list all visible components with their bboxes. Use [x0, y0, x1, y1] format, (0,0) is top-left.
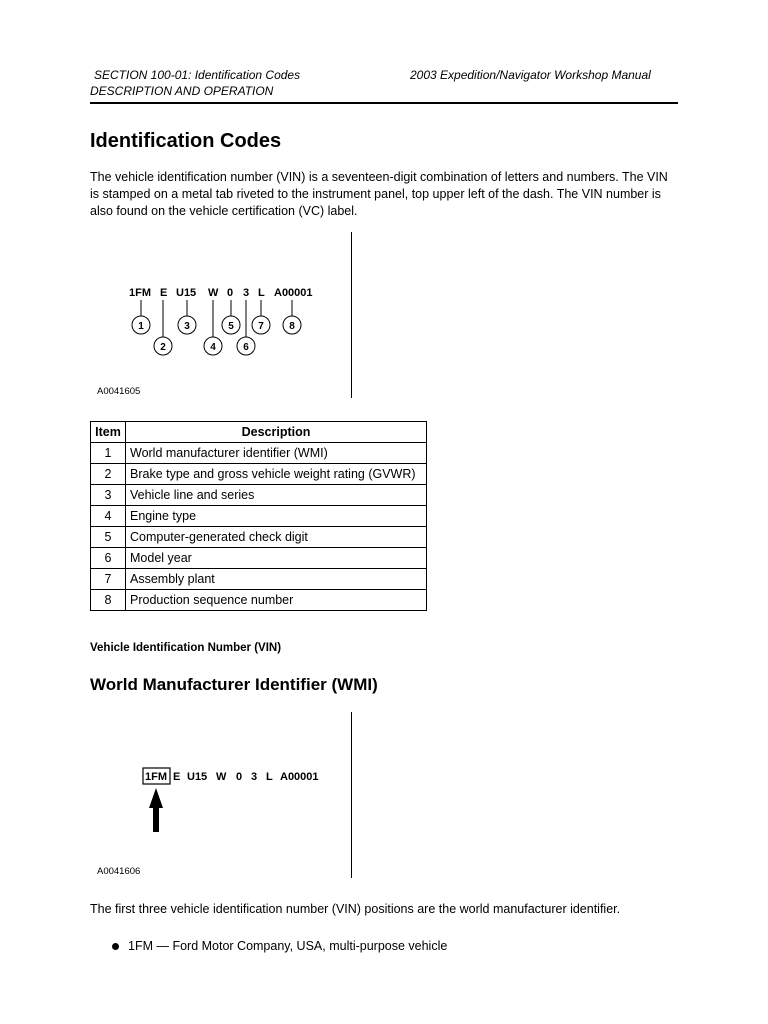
item-description: Brake type and gross vehicle weight rating (GVWR) — [126, 464, 427, 485]
header-rule — [90, 102, 678, 104]
table-row — [91, 569, 427, 590]
item-number: 5 — [91, 527, 126, 548]
callout-4: 4 — [210, 342, 216, 353]
figure2-divider — [351, 712, 352, 878]
header-item: Item — [91, 422, 126, 443]
item-description: Engine type — [126, 506, 427, 527]
callout-3: 3 — [184, 321, 190, 332]
wmi-part-3: U15 — [187, 771, 208, 783]
vin-part-8: A00001 — [274, 287, 313, 299]
table-row — [91, 527, 427, 548]
vin-part-5: 0 — [227, 287, 234, 299]
vin-part-3: U15 — [176, 287, 197, 299]
wmi-part-1: 1FM — [145, 771, 167, 783]
header-manual-title: 2003 Expedition/Navigator Workshop Manual — [410, 68, 651, 82]
item-description: Assembly plant — [126, 569, 427, 590]
vin-diagram — [110, 278, 340, 360]
wmi-part-8: A00001 — [280, 771, 319, 783]
list-item-text: 1FM — Ford Motor Company, USA, multi-purpose vehicle — [128, 939, 448, 953]
wmi-part-6: 3 — [251, 771, 258, 783]
table-row — [91, 548, 427, 569]
item-number: 6 — [91, 548, 126, 569]
page-title: Identification Codes — [90, 130, 282, 152]
header-subtitle: DESCRIPTION AND OPERATION — [90, 84, 274, 98]
table-row — [91, 506, 427, 527]
vin-part-6: 3 — [243, 287, 250, 299]
wmi-part-7: L — [266, 771, 273, 783]
callout-8: 8 — [289, 321, 295, 332]
wmi-part-4: W — [216, 771, 227, 783]
figure-divider — [351, 232, 352, 398]
item-description: Computer-generated check digit — [126, 527, 427, 548]
callout-2: 2 — [160, 342, 166, 353]
vin-part-4: W — [208, 287, 219, 299]
wmi-heading: World Manufacturer Identifier (WMI) — [90, 675, 378, 694]
arrow-up-icon — [149, 788, 163, 832]
vin-items-table — [90, 421, 427, 611]
item-description: World manufacturer identifier (WMI) — [126, 443, 427, 464]
intro-paragraph: The vehicle identification number (VIN) is a seventeen-digit combination of letters and numbers. The VIN is stamped on a metal tab riveted to the instrument panel, top upper left of the dash. The VIN number is also found on the vehicle certification (VC) label. — [90, 170, 668, 218]
callout-7: 7 — [258, 321, 264, 332]
item-number: 2 — [91, 464, 126, 485]
item-number: 7 — [91, 569, 126, 590]
list-item — [112, 939, 447, 953]
table-row — [91, 485, 427, 506]
header-description: Description — [126, 422, 427, 443]
item-number: 1 — [91, 443, 126, 464]
table-row — [91, 464, 427, 485]
wmi-diagram — [140, 766, 340, 836]
wmi-part-2: E — [173, 771, 181, 783]
vin-label: Vehicle Identification Number (VIN) — [90, 642, 282, 654]
item-number: 3 — [91, 485, 126, 506]
vin-part-2: E — [160, 287, 168, 299]
figure1-caption: A0041605 — [97, 386, 141, 397]
item-description: Vehicle line and series — [126, 485, 427, 506]
callout-6: 6 — [243, 342, 249, 353]
wmi-part-5: 0 — [236, 771, 243, 783]
item-description: Production sequence number — [126, 590, 427, 611]
callout-1: 1 — [138, 321, 144, 332]
bullet-icon — [112, 943, 119, 950]
figure2-caption: A0041606 — [97, 866, 141, 877]
vin-part-1: 1FM — [129, 287, 151, 299]
header-section: SECTION 100-01: Identification Codes — [94, 68, 301, 82]
item-description: Model year — [126, 548, 427, 569]
table-row — [91, 590, 427, 611]
wmi-paragraph: The first three vehicle identification number (VIN) positions are the world manufacturer identifier. — [90, 902, 621, 916]
table-row — [91, 443, 427, 464]
item-number: 8 — [91, 590, 126, 611]
vin-part-7: L — [258, 287, 265, 299]
item-number: 4 — [91, 506, 126, 527]
callout-5: 5 — [228, 321, 234, 332]
table-header-row — [91, 422, 427, 443]
